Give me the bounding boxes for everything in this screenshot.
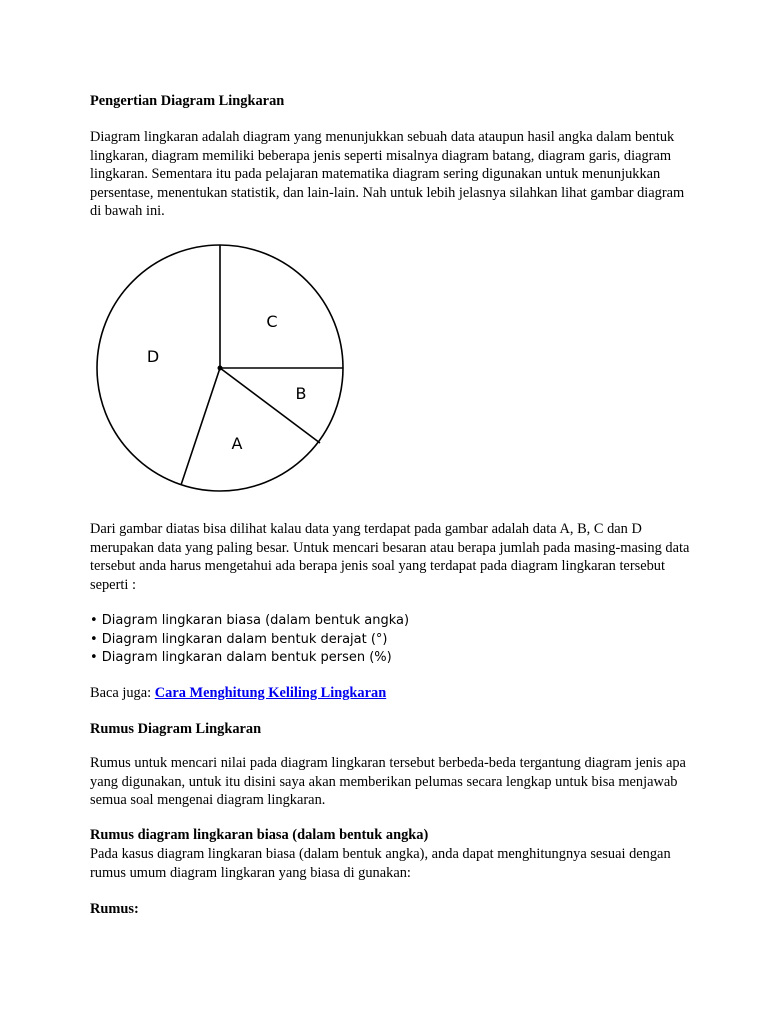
pie-label-c: C — [266, 312, 278, 331]
rumus-biasa-paragraph: Pada kasus diagram lingkaran biasa (dalam bentuk angka), anda dapat menghitungnya sesuai dengan rumus umum diagram lingkaran yang biasa di gunakan: — [90, 846, 671, 881]
type-list — [90, 612, 690, 668]
heading-rumus-biasa: Rumus diagram lingkaran biasa (dalam bentuk angka) — [90, 827, 429, 843]
baca-juga-line — [90, 684, 690, 703]
heading-rumus-label: Rumus: — [90, 901, 139, 917]
intro-paragraph: Diagram lingkaran adalah diagram yang menunjukkan sebuah data ataupun hasil angka dalam bentuk lingkaran, diagram memiliki beberapa jenis seperti misalnya diagram batang, diagram garis, diagram lingkaran. Sementara itu pada pelajaran matematika diagram sering digunakan untuk menunjukkan persentase, menentukan statistik, dan lain-lain. Nah untuk lebih jelasnya silahkan lihat gambar diagram di bawah ini. — [90, 129, 685, 219]
heading-rumus: Rumus Diagram Lingkaran — [90, 721, 262, 737]
heading-pengertian: Pengertian Diagram Lingkaran — [90, 93, 285, 109]
pie-label-a: A — [231, 434, 243, 453]
pie-label-d: D — [146, 347, 160, 366]
pie-label-b: B — [295, 384, 307, 403]
keliling-lingkaran-link[interactable]: Cara Menghitung Keliling Lingkaran — [154, 685, 387, 701]
list-item: • Diagram lingkaran biasa (dalam bentuk angka) — [90, 613, 410, 628]
pie-center-dot — [218, 366, 223, 371]
baca-juga-prefix: Baca juga: — [90, 685, 155, 701]
list-item: • Diagram lingkaran dalam bentuk persen (%) — [90, 650, 392, 665]
list-item: • Diagram lingkaran dalam bentuk derajat (°) — [90, 631, 388, 647]
rumus-paragraph: Rumus untuk mencari nilai pada diagram lingkaran tersebut berbeda-beda tergantung diagram jenis apa yang digunakan, untuk itu disini saya akan memberikan pelumas secara lengkap untuk bisa menjawab semua soal mengenai diagram lingkaran. — [90, 755, 686, 808]
explanation-paragraph: Dari gambar diatas bisa dilihat kalau data yang terdapat pada gambar adalah data A, B, C dan D merupakan data yang paling besar. Untuk mencari besaran atau berapa jumlah pada masing-masing data tersebut anda harus mengetahui ada berapa jenis soal yang terdapat pada diagram lingkaran tersebut seperti : — [90, 521, 690, 593]
pie-chart-figure — [96, 240, 348, 492]
